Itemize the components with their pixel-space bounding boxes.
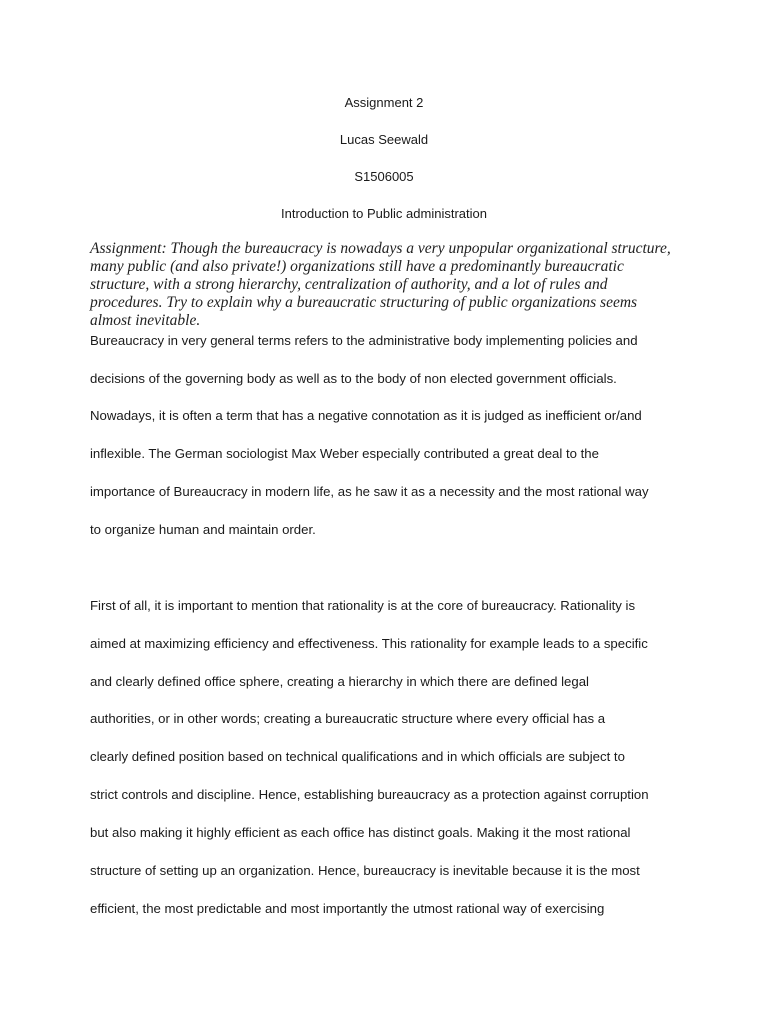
paragraph-line: inflexible. The German sociologist Max Weber especially contributed a great deal to the: [90, 446, 599, 461]
course-title: Introduction to Public administration: [281, 206, 487, 221]
paragraph-line: but also making it highly efficient as each office has distinct goals. Making it the most rational: [90, 825, 631, 840]
paragraph-line: Bureaucracy in very general terms refers to the administrative body implementing policies and: [90, 333, 638, 348]
author-name: Lucas Seewald: [339, 132, 429, 147]
paragraph-line: efficient, the most predictable and most importantly the utmost rational way of exercising: [90, 901, 605, 916]
paragraph-line: clearly defined position based on technical qualifications and in which officials are subject to: [90, 749, 625, 764]
paragraph-line: aimed at maximizing efficiency and effectiveness. This rationality for example leads to a specific: [90, 636, 648, 651]
student-id: S1506005: [354, 169, 414, 184]
paragraph-line: strict controls and discipline. Hence, establishing bureaucracy as a protection against corruption: [90, 787, 649, 802]
paragraph-line: First of all, it is important to mention that rationality is at the core of bureaucracy. Rationality is: [90, 598, 636, 613]
assignment-prompt: Assignment: Though the bureaucracy is nowadays a very unpopular organizational structure, many public (and also private!) organizations still have a predominantly bureaucratic structure, with a strong hierarchy, centralization of authority, and a lot of rules and procedures. Try to explain why a bureaucratic structuring of public organizations seems almost inevitable.: [90, 240, 671, 329]
paragraph-line: and clearly defined office sphere, creating a hierarchy in which there are defined legal: [90, 674, 589, 689]
paragraph-line: authorities, or in other words; creating a bureaucratic structure where every official has a: [90, 711, 606, 726]
paragraph-line: importance of Bureaucracy in modern life, as he saw it as a necessity and the most rational way: [90, 484, 649, 499]
assignment-title: Assignment 2: [344, 95, 424, 110]
paragraph-line: decisions of the governing body as well as to the body of non elected government officials.: [90, 371, 617, 386]
paragraph-line: to organize human and maintain order.: [90, 522, 316, 537]
paragraph-line: Nowadays, it is often a term that has a negative connotation as it is judged as inefficient or/and: [90, 408, 642, 423]
paragraph-line: structure of setting up an organization. Hence, bureaucracy is inevitable because it is the most: [90, 863, 640, 878]
